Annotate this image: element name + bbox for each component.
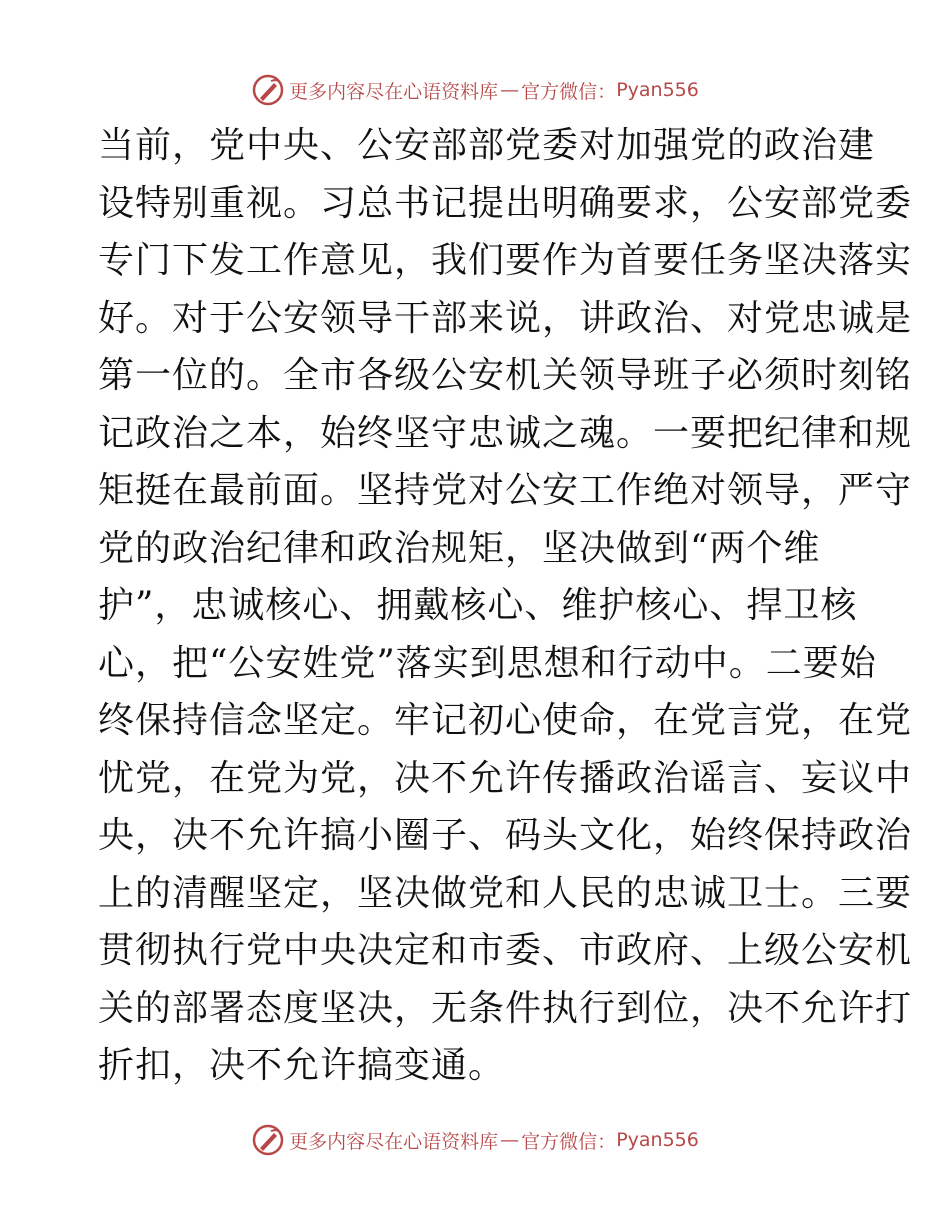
body-line: 第一位的。全市各级公安机关领导班子必须时刻铭 [98,355,913,396]
footer-watermark-banner [0,1120,950,1160]
body-line: 记政治之本，始终坚守忠诚之魂。一要把纪律和规 [98,412,913,454]
body-line: 忧党，在党为党，决不允许传播政治谣言、妄议中 [98,757,913,799]
header-wechat-id: Pyan556 [616,79,699,101]
body-line: 设特别重视。习总书记提出明确要求，公安部党委 [98,182,913,224]
body-line: 护”，忠诚核心、拥戴核心、维护核心、捍卫核 [98,585,858,626]
body-line: 关的部署态度坚决，无条件执行到位，决不允许打 [98,987,913,1029]
body-line: 折扣，决不允许搞变通。 [98,1045,506,1086]
header-banner-text: 更多内容尽在心语资料库 [289,80,499,103]
body-line: 央，决不允许搞小圈子、码头文化，始终保持政治 [98,815,913,856]
footer-wechat-label: 官方微信： [521,1130,617,1153]
pen-circle-logo-icon [251,1123,285,1157]
footer-banner-separator: — [500,1129,520,1151]
header-watermark-banner [0,70,950,110]
body-line: 专门下发工作意见，我们要作为首要任务坚决落实 [98,240,913,281]
footer-banner-text: 更多内容尽在心语资料库 [289,1130,499,1153]
body-line: 贯彻执行党中央决定和市委、市政府、上级公安机 [98,930,913,971]
footer-wechat-id: Pyan556 [616,1129,699,1151]
body-line: 上的清醒坚定，坚决做党和人民的忠诚卫士。三要 [98,872,913,914]
body-line: 好。对于公安领导干部来说，讲政治、对党忠诚是 [98,297,913,339]
pen-circle-logo-icon [251,73,285,107]
body-line: 终保持信念坚定。牢记初心使命，在党言党，在党 [98,700,913,741]
body-line: 党的政治纪律和政治规矩，坚决做到“两个维 [98,527,821,569]
header-banner-separator: — [500,79,520,101]
body-line: 矩挺在最前面。坚持党对公安工作绝对领导，严守 [98,470,913,511]
header-wechat-label: 官方微信： [521,80,617,103]
body-line: 当前，党中央、公安部部党委对加强党的政治建 [98,125,876,166]
document-body [98,117,913,1095]
body-line: 心，把“公安姓党”落实到思想和行动中。二要始 [98,642,877,684]
